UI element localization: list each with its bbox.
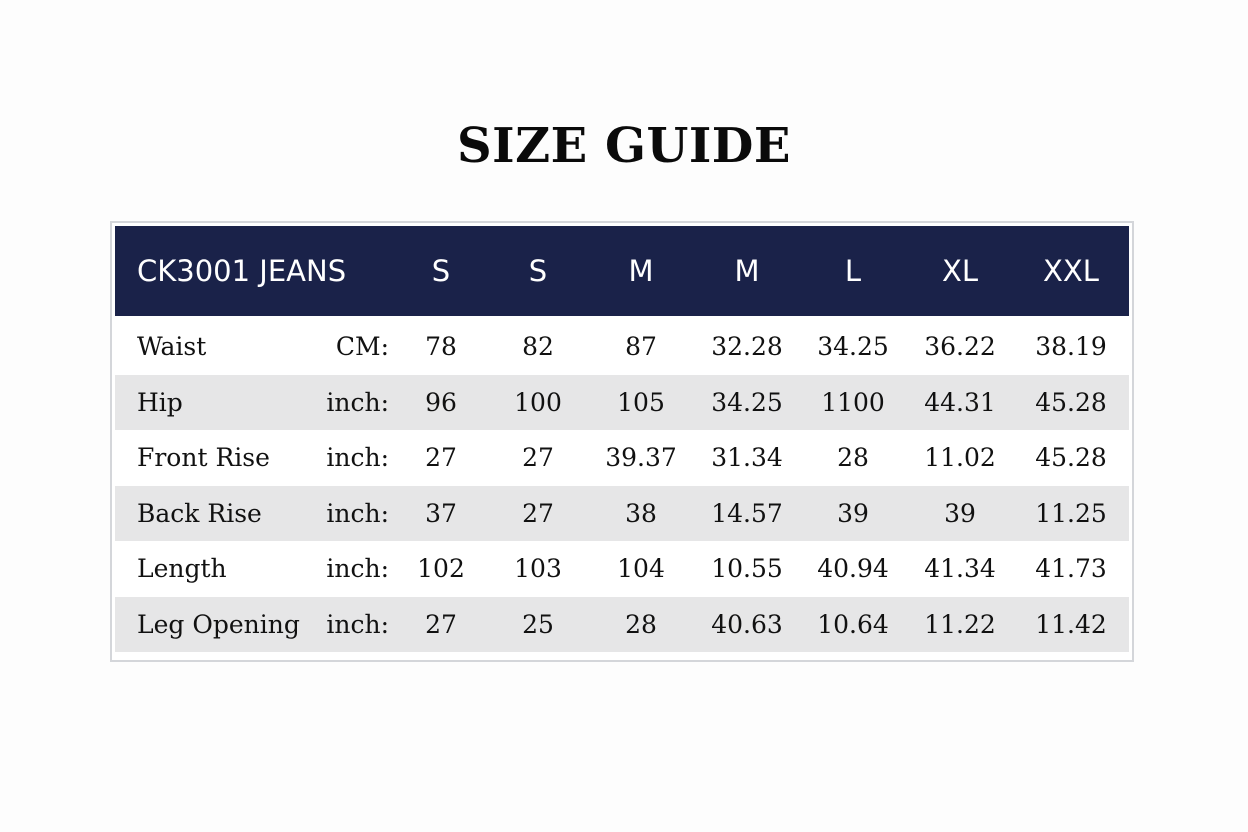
table-row-leg-opening — [115, 597, 1129, 653]
table-cell: 1100 — [821, 387, 885, 417]
table-row-length — [115, 541, 1129, 597]
table-cell: 28 — [837, 443, 869, 473]
table-cell: 28 — [625, 609, 657, 639]
table-cell: 38.19 — [1035, 332, 1107, 362]
table-cell: 25 — [522, 609, 554, 639]
table-cell: 102 — [417, 554, 465, 584]
table-row-front-rise — [115, 430, 1129, 486]
table-cell: 41.73 — [1035, 554, 1107, 584]
table-cell: 11.42 — [1035, 609, 1107, 639]
measurement-label: Waist — [137, 332, 207, 362]
size-header: S — [528, 254, 548, 288]
table-row-hip — [115, 375, 1129, 431]
table-cell: 11.22 — [924, 609, 996, 639]
table-cell: 27 — [522, 443, 554, 473]
table-cell: 31.34 — [711, 443, 783, 473]
table-cell: 34.25 — [817, 332, 889, 362]
table-cell: 39 — [837, 498, 869, 528]
table-cell: 10.55 — [711, 554, 783, 584]
page-title: SIZE GUIDE — [457, 118, 791, 174]
size-table — [110, 221, 1134, 662]
measurement-label: Length — [137, 554, 227, 584]
table-cell: 45.28 — [1035, 443, 1107, 473]
size-header: S — [431, 254, 451, 288]
table-cell: 14.57 — [711, 498, 783, 528]
table-cell: 100 — [514, 387, 562, 417]
table-cell: 82 — [522, 332, 554, 362]
table-cell: 11.02 — [924, 443, 996, 473]
table-cell: 38 — [625, 498, 657, 528]
table-cell: 87 — [625, 332, 657, 362]
measurement-unit: inch: — [326, 498, 389, 528]
table-cell: 27 — [522, 498, 554, 528]
table-cell: 27 — [425, 609, 457, 639]
table-cell: 44.31 — [924, 387, 996, 417]
table-cell: 34.25 — [711, 387, 783, 417]
table-cell: 40.94 — [817, 554, 889, 584]
table-cell: 27 — [425, 443, 457, 473]
size-header: L — [844, 254, 862, 288]
measurement-label: Front Rise — [137, 443, 270, 473]
table-cell: 37 — [425, 498, 457, 528]
product-name: CK3001 JEANS — [137, 254, 347, 288]
table-cell: 40.63 — [711, 609, 783, 639]
size-header: M — [734, 254, 760, 288]
table-cell: 39 — [944, 498, 976, 528]
measurement-label: Back Rise — [137, 498, 262, 528]
table-cell: 96 — [425, 387, 457, 417]
table-row-back-rise — [115, 486, 1129, 542]
measurement-unit: inch: — [326, 387, 389, 417]
size-header: M — [628, 254, 654, 288]
table-cell: 11.25 — [1035, 498, 1107, 528]
table-header-row — [115, 226, 1129, 316]
table-cell: 45.28 — [1035, 387, 1107, 417]
table-cell: 103 — [514, 554, 562, 584]
table-cell: 10.64 — [817, 609, 889, 639]
measurement-unit: inch: — [326, 609, 389, 639]
measurement-unit: CM: — [335, 332, 389, 362]
table-cell: 41.34 — [924, 554, 996, 584]
table-cell: 78 — [425, 332, 457, 362]
table-cell: 39.37 — [605, 443, 677, 473]
table-row-waist — [115, 319, 1129, 375]
measurement-unit: inch: — [326, 554, 389, 584]
size-header: XL — [941, 254, 979, 288]
table-cell: 104 — [617, 554, 665, 584]
measurement-label: Leg Opening — [137, 609, 300, 639]
table-cell: 32.28 — [711, 332, 783, 362]
size-table-body — [115, 226, 1129, 652]
size-header: XXL — [1043, 254, 1099, 288]
table-cell: 105 — [617, 387, 665, 417]
table-cell: 36.22 — [924, 332, 996, 362]
measurement-label: Hip — [137, 387, 183, 417]
measurement-unit: inch: — [326, 443, 389, 473]
